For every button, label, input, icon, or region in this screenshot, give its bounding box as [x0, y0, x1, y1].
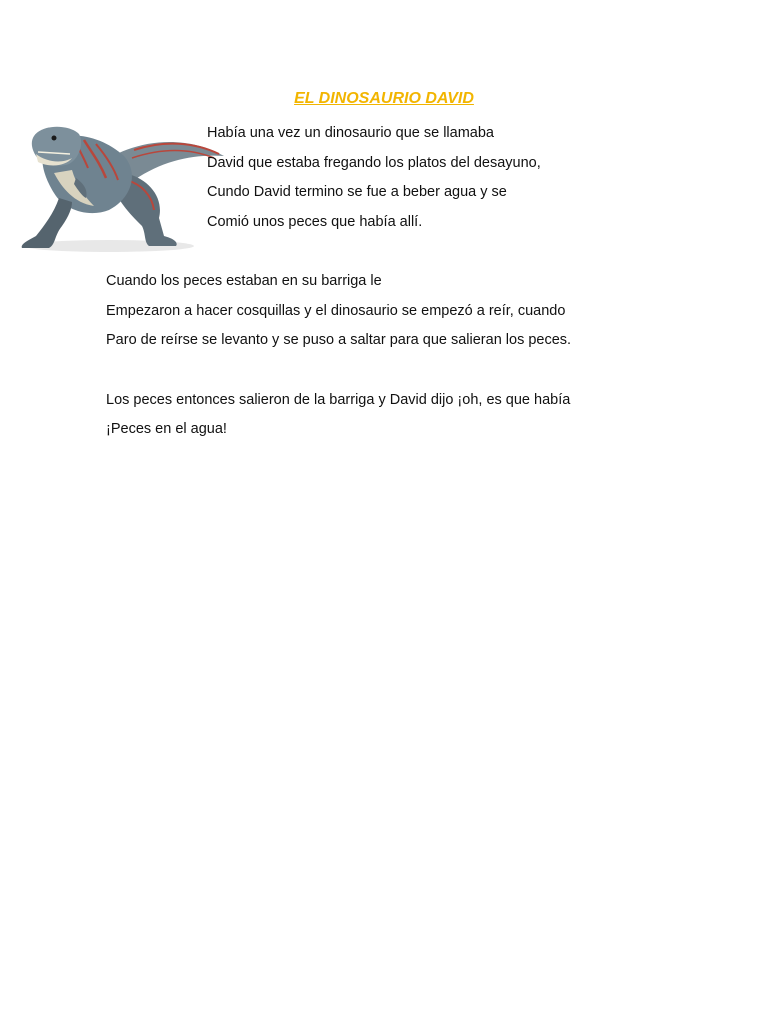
paragraph-3-line-2: ¡Peces en el agua! [106, 421, 227, 437]
dinosaur-illustration [14, 118, 229, 258]
paragraph-2-line-3: Paro de reírse se levanto y se puso a saltar para que salieran los peces. [106, 332, 572, 348]
paragraph-1-line-2: David que estaba fregando los platos del desayuno, [207, 155, 541, 171]
paragraph-3-line-1: Los peces entonces salieron de la barriga y David dijo ¡oh, es que había [106, 392, 571, 408]
paragraph-1-line-3: Cundo David termino se fue a beber agua y se [207, 184, 507, 200]
paragraph-2-line-1: Cuando los peces estaban en su barriga le [106, 273, 382, 289]
paragraph-1-line-1: Había una vez un dinosaurio que se llamaba [207, 125, 494, 141]
paragraph-1-line-4: Comió unos peces que había allí. [207, 214, 423, 230]
paragraph-2-line-2: Empezaron a hacer cosquillas y el dinosaurio se empezó a reír, cuando [106, 303, 566, 319]
document-title: EL DINOSAURIO DAVID [294, 90, 474, 107]
